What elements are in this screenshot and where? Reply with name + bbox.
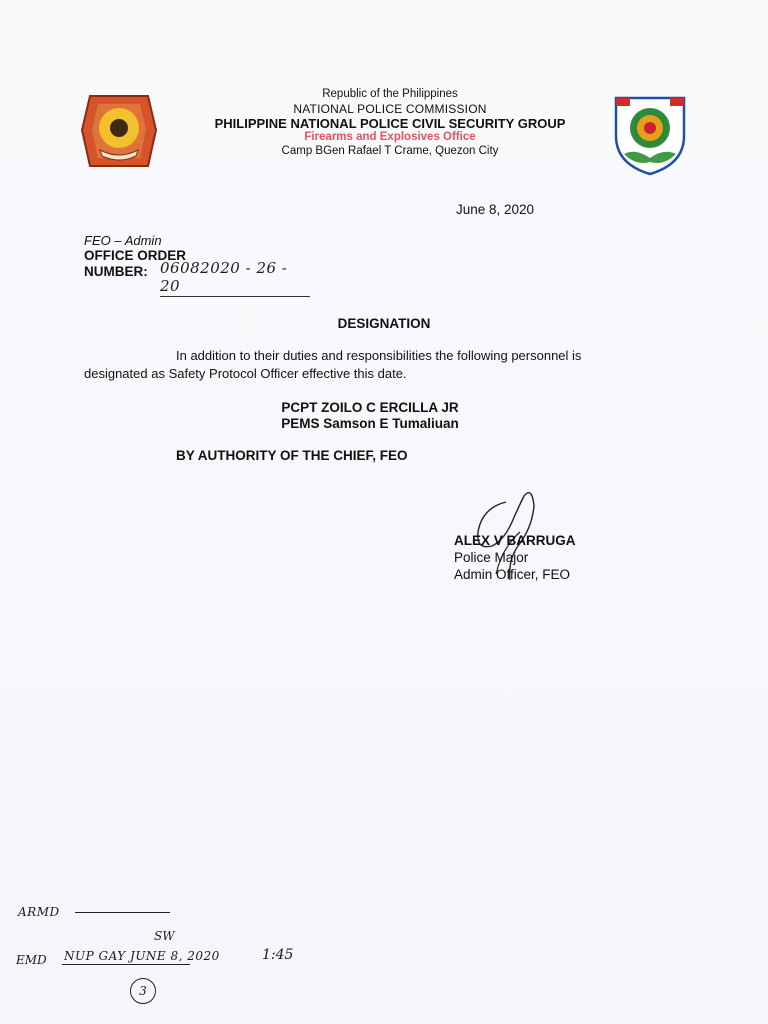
header-office: Firearms and Explosives Office (304, 131, 476, 143)
header-address: Camp BGen Rafael T Crame, Quezon City (281, 145, 499, 157)
signatory-rank: Police Major (454, 550, 529, 565)
document-date: June 8, 2020 (456, 202, 535, 217)
order-number-label: NUMBER: (84, 264, 148, 279)
handwritten-armd-label: ARMD (18, 905, 60, 919)
signatory-name: ALEX V BARRUGA (454, 533, 576, 548)
body-text-line-1: In addition to their duties and responsibilities the following personnel is (176, 348, 582, 363)
handwritten-time: 1:45 (262, 947, 294, 963)
personnel-name: PCPT ZOILO C ERCILLA JR (281, 400, 459, 415)
handwritten-initials: SW (154, 929, 175, 943)
handwritten-emd-line (62, 964, 190, 965)
body-text-line-2: designated as Safety Protocol Officer effective this date. (84, 366, 407, 381)
header-commission: NATIONAL POLICE COMMISSION (293, 102, 487, 116)
handwritten-armd-line (75, 912, 170, 913)
header-group: PHILIPPINE NATIONAL POLICE CIVIL SECURITY GROUP (214, 116, 566, 131)
pnp-seal-icon (80, 88, 158, 172)
order-number-value: 06082020 - 26 - 20 (160, 259, 310, 297)
signatory-position: Admin Officer, FEO (454, 567, 571, 582)
handwritten-emd-label: EMD (16, 953, 47, 967)
personnel-name: PEMS Samson E Tumaliuan (281, 416, 459, 431)
order-label: OFFICE ORDER (84, 248, 187, 263)
document-title: DESIGNATION (337, 316, 431, 331)
document-reference: FEO – Admin (84, 233, 162, 248)
header-republic: Republic of the Philippines (322, 88, 458, 100)
handwritten-circled-number: 3 (130, 978, 156, 1004)
feo-shield-icon (610, 92, 690, 178)
handwritten-receipt-note: NUP GAY JUNE 8, 2020 (64, 949, 220, 963)
authority-line: BY AUTHORITY OF THE CHIEF, FEO (176, 448, 408, 463)
